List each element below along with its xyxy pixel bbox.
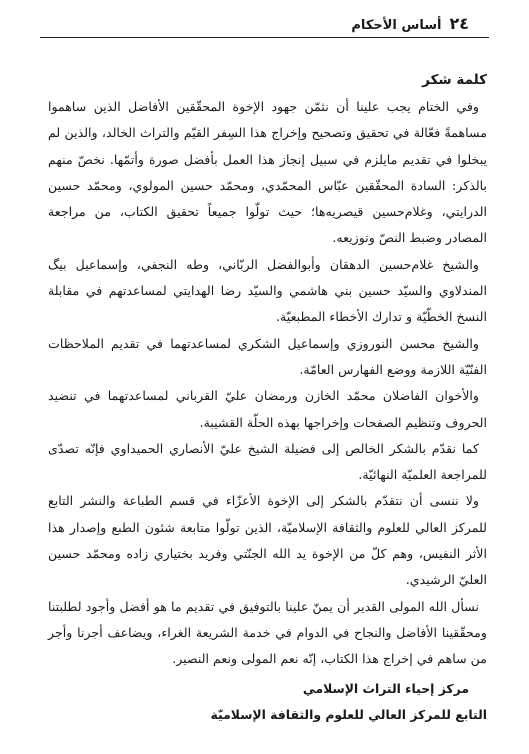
paragraph-typesetters: والأخوان الفاضلان محمّد الخازن ورمضان عليّ القرباني لمساعدتهما في تنضيد الحروف وتنظيم الصفحات وإخراجها بهذه الحلّة القشيبة.	[48, 388, 487, 430]
signature-affiliation: التابع للمركز العالي للعلوم والثقافة الإسلاميّة	[210, 707, 487, 722]
paragraph-closing-prayer: نسأل الله المولى القدير أن يمنّ علينا بالتوفيق في تقديم ما هو أفضل وأجود لطلبتنا ومحقّقينا الأفاضل والنجاح في الدوام في خدمة الشريعة الغراء، ويضاعف أجرنا وأجر من ساهم في إخراج هذا الكتاب، إنّه نعم المولى ونعم النصير.	[48, 598, 487, 667]
signature-organization: مركز إحياء التراث الإسلامي	[302, 681, 469, 696]
page-number: ٢٤	[449, 14, 469, 33]
paragraph-final-review: كما نقدّم بالشكر الخالص إلى فضيلة الشيخ عليّ الأنصاري الحميداوي فإنّه تصدّى للمراجعة العلميّة النهائيّة.	[48, 440, 487, 483]
paragraph-indexers: والشيخ محسن النوروزي وإسماعيل الشكري لمساعدتهما في تقديم الملاحظات الفنّيّة اللازمة ووضع الفهارس العامّة.	[48, 335, 487, 377]
header-rule	[40, 37, 489, 38]
running-title: أساس الأحكام	[351, 18, 442, 33]
acknowledgements-section	[48, 72, 487, 673]
section-heading: كلمة شكر	[422, 72, 487, 88]
paragraph-publishing-dept: ولا ننسى أن نتقدّم بالشكر إلى الإخوة الأعزّاء في قسم الطباعة والنشر التابع للمركز العالي للعلوم والثقافة الإسلاميّة، الذين تولّوا متابعة شئون الطبع وإصدار هذا الأثر النفيس، وهم كلّ من الإخوة يد الله الجنّتي وفريد بختياري زاده ومحمّد حسين العليّ الرشيدي.	[48, 493, 487, 588]
paragraph-collators: والشيخ غلام‌حسين الدهقان وأبوالفضل الربّاني، وطه النجفي، وإسماعيل بيگ المندلاوي والسيّد حسين بني هاشمي والسيّد رضا الهدايتي لمساعدتهم في مقابلة النسخ الخطّيّة و تدارك الأخطاء المطبعيّة.	[48, 256, 487, 325]
paragraph-researchers: وفي الختام يجب علينا أن نثمّن جهود الإخوة المحقّقين الأفاضل الذين ساهموا مساهمةً فعّالة في تحقيق وتصحيح وإخراج هذا السِفر القيّم والتراث الخالد، والذين لم يبخلوا في تقديم مايلزم في سبيل إنجاز هذا العمل بأفضل صورة وأتمّها. نخصّ منهم بالذكر: السادة المحقّقين عبّاس المحمّدي، ومحمّد حسين المولوي، ومحمّد حسين الدرايتي، وغلام‌حسين قيصريه‌ها؛ حيث تولّوا جميعاً تحقيق الكتاب، من مراجعة المصادر وضبط النصّ وتوزيعه.	[48, 99, 487, 246]
page-header	[40, 14, 469, 36]
signature-block	[48, 676, 487, 728]
